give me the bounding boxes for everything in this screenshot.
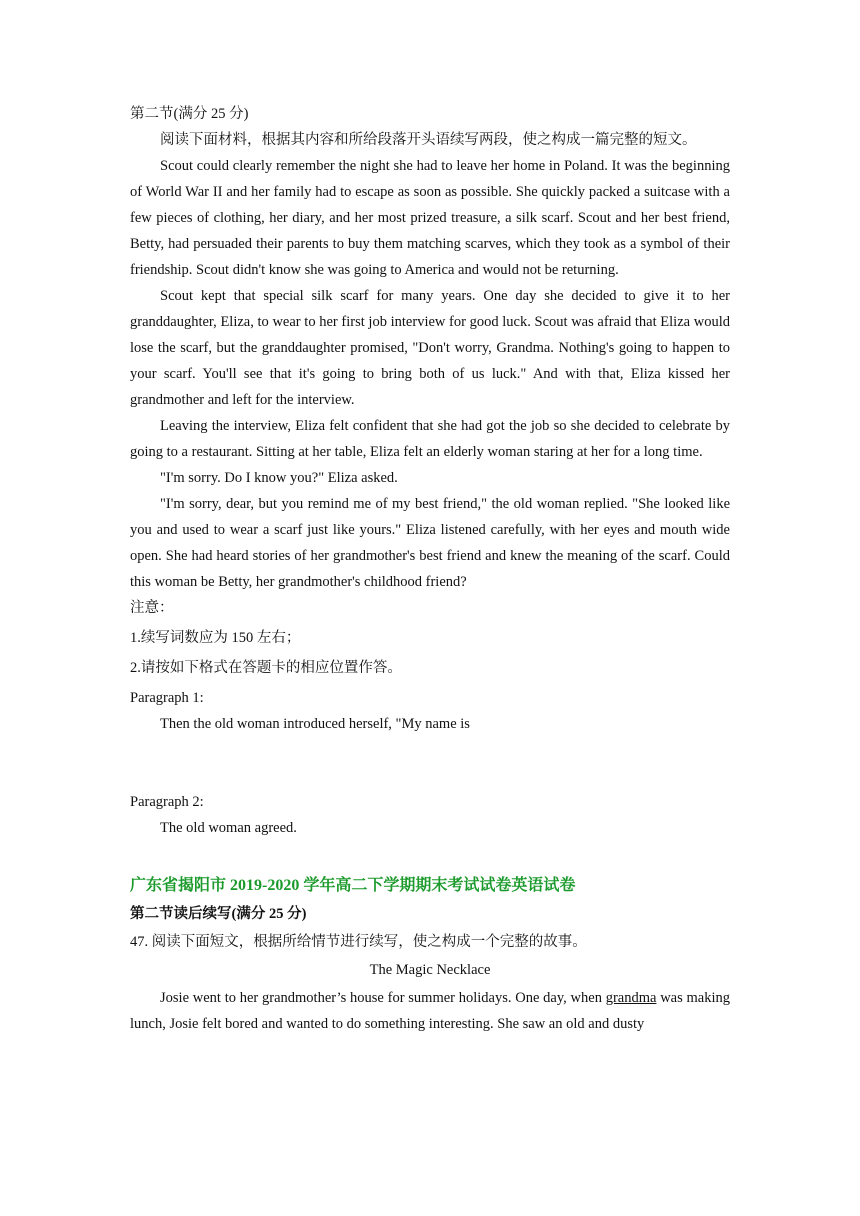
story-text: was making lunch, Josie felt bored and wanted to do something interesting. She saw an old and dusty xyxy=(130,990,731,1032)
story-paragraph-necklace xyxy=(130,985,730,1037)
instruction-text: 阅读下面材料，根据其内容和所给段落开头语续写两段，使之构成一篇完整的短文。 xyxy=(160,132,697,148)
story-paragraph: Scout could clearly remember the night she had to leave her home in Poland. It was the beginning of World War II and her family had to escape as soon as possible. She quickly packed a suitcase with a few pieces of clothing, her diary, and her most prized treasure, a silk scarf. Scout and her best friend, Betty, had persuaded their parents to buy them matching scarves, which they took as a symbol of their friendship. Scout didn't know she was going to America and would not be returning. xyxy=(130,158,730,278)
story-title: The Magic Necklace xyxy=(369,962,491,978)
notice-label: 注意： xyxy=(130,600,174,616)
paragraph-2-label: Paragraph 2: xyxy=(130,794,204,810)
notice-item: 2.请按如下格式在答题卡的相应位置作答。 xyxy=(130,660,402,676)
story-paragraph: Leaving the interview, Eliza felt confident that she had got the job so she decided to celebrate by going to a restaurant. Sitting at her table, Eliza felt an elderly woman staring at her for a long time. xyxy=(130,418,730,460)
section-2-heading: 第二节读后续写(满分 25 分) xyxy=(130,906,307,922)
story-paragraph: "I'm sorry, dear, but you remind me of my best friend," the old woman replied. "She looked like you and used to wear a scarf just like yours." Eliza listened carefully, with her eyes and mouth wide open. She had heard stories of her grandmother's best friend and knew the meaning of the scarf. Could this woman be Betty, her grandmother's childhood friend? xyxy=(130,496,730,590)
exam-title: 广东省揭阳市 2019-2020 学年高二下学期期末考试试卷英语试卷 xyxy=(130,877,576,894)
notice-item: 1.续写词数应为 150 左右； xyxy=(130,630,301,646)
story-paragraph: Scout kept that special silk scarf for many years. One day she decided to give it to her granddaughter, Eliza, to wear to her first job interview for good luck. Scout was afraid that Eliza would lose the scarf, but the granddaughter promised, "Don't worry, Grandma. Nothing's going to happen to your scarf. You'll see that it's going to bring both of us luck." And with that, Eliza kissed her grandmother and left for the interview. xyxy=(130,288,730,408)
question-instruction: 47. 阅读下面短文，根据所给情节进行续写，使之构成一个完整的故事。 xyxy=(130,934,587,950)
section-heading: 第二节(满分 25 分) xyxy=(130,106,249,122)
story-paragraph: "I'm sorry. Do I know you?" Eliza asked. xyxy=(160,470,398,486)
paragraph-2-start: The old woman agreed. xyxy=(160,820,297,836)
answer-space xyxy=(130,737,730,789)
underlined-word: grandma xyxy=(605,990,657,1006)
paragraph-1-label: Paragraph 1: xyxy=(130,690,204,706)
document-page xyxy=(130,101,730,1037)
paragraph-1-start: Then the old woman introduced herself, "My name is xyxy=(160,716,470,732)
story-text: Josie went to her grandmother’s house for summer holidays. One day, when xyxy=(160,990,606,1006)
